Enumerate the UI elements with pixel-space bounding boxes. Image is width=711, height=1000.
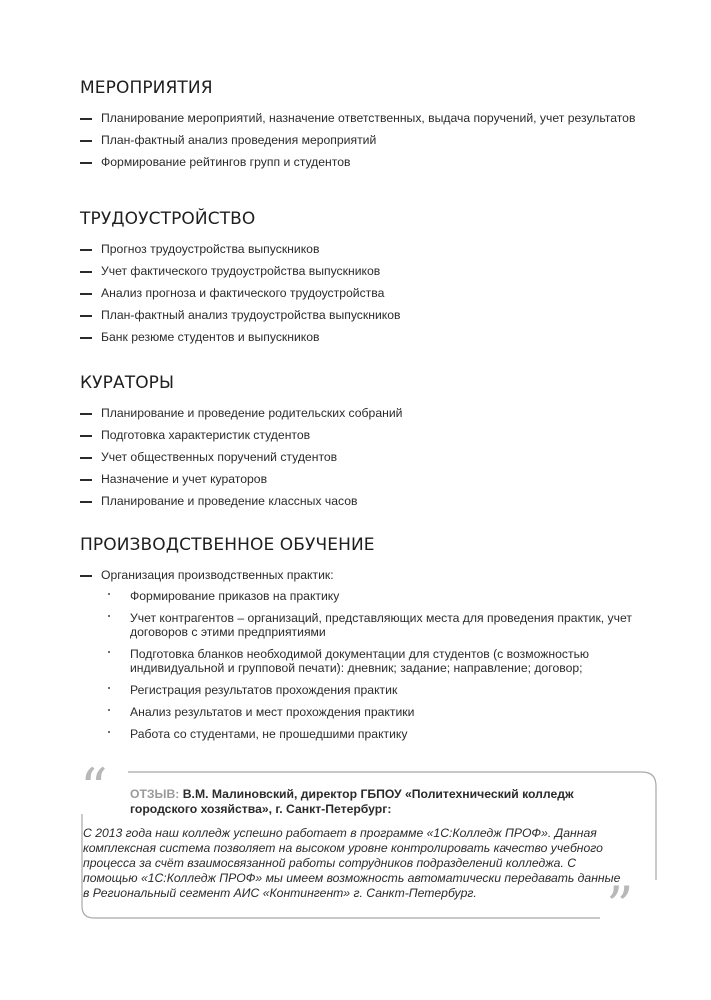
- review-text: С 2013 года наш колледж успешно работает в программе «1С:Колледж ПРОФ». Данная комплексная система позволяет на высоком уровне контролировать качество учебного процесса за счёт взаимосвязанной работы сотрудников подразделений колледжа. С помощью «1С:Колледж ПРОФ» мы имеем возможность автоматически передавать данные в Региональный сегмент АИС «Контингент» г. Санкт-Петербург.: [83, 826, 621, 900]
- list-item: [80, 472, 660, 486]
- item-list: [80, 406, 660, 508]
- section-title: ПРОИЗВОДСТВЕННОЕ ОБУЧЕНИЕ: [80, 535, 375, 555]
- dot-bullet-icon: [108, 651, 110, 653]
- subitem-text: Учет контрагентов – организаций, представляющих места для проведения практик, учет договоров с этими предприятиями: [130, 611, 632, 639]
- item-text: Учет фактического трудоустройства выпускников: [101, 264, 381, 278]
- list-item: [80, 242, 660, 256]
- item-text: План-фактный анализ трудоустройства выпускников: [101, 308, 401, 322]
- item-text: Назначение и учет кураторов: [101, 472, 268, 486]
- list-item: [80, 330, 660, 344]
- review-heading: [130, 787, 630, 817]
- list-item: [80, 450, 660, 464]
- list-item: [80, 286, 660, 300]
- list-item: [80, 568, 660, 741]
- subitem-list: [101, 589, 660, 741]
- sub-list-item: [101, 683, 660, 697]
- sub-list-item: [101, 611, 660, 639]
- item-text: Планирование и проведение классных часов: [101, 494, 358, 508]
- dot-bullet-icon: [108, 615, 110, 617]
- list-item: [80, 111, 660, 125]
- list-item: [80, 406, 660, 420]
- sub-list-item: [101, 705, 660, 719]
- review-box: [80, 757, 660, 938]
- review-author: В.М. Малиновский, директор ГБПОУ «Политехнический колледж городского хозяйства», г. Санкт-Петербург:: [130, 787, 574, 816]
- section-title: КУРАТОРЫ: [80, 373, 175, 393]
- subitem-text: Анализ результатов и мест прохождения практики: [130, 705, 415, 719]
- section-title: МЕРОПРИЯТИЯ: [80, 78, 213, 98]
- list-item: [80, 308, 660, 322]
- review-label: ОТЗЫВ:: [130, 787, 180, 801]
- dot-bullet-icon: [108, 731, 110, 733]
- list-item: [80, 494, 660, 508]
- item-text: Организация производственных практик:: [101, 568, 334, 582]
- dot-bullet-icon: [108, 687, 110, 689]
- dot-bullet-icon: [108, 709, 110, 711]
- open-quote-icon: “: [80, 757, 108, 820]
- subitem-text: Регистрация результатов прохождения практик: [130, 683, 398, 697]
- subitem-text: Подготовка бланков необходимой документации для студентов (с возможностью индивидуальной и групповой печати): дневник; задание; направление; договор;: [130, 647, 590, 675]
- item-text: Планирование мероприятий, назначение ответственных, выдача поручений, учет результатов: [101, 111, 636, 125]
- item-text: Планирование и проведение родительских собраний: [101, 406, 403, 420]
- list-item: [80, 155, 660, 169]
- section-events: [80, 78, 660, 177]
- section-industrial-training: [80, 535, 660, 749]
- item-list: [80, 242, 660, 344]
- item-text: Подготовка характеристик студентов: [101, 428, 311, 442]
- section-title: ТРУДОУСТРОЙСТВО: [80, 209, 256, 229]
- sub-list-item: [101, 727, 660, 741]
- section-employment: [80, 209, 660, 352]
- item-text: Банк резюме студентов и выпускников: [101, 330, 320, 344]
- subitem-text: Формирование приказов на практику: [130, 589, 340, 603]
- list-item: [80, 133, 660, 147]
- subitem-text: Работа со студентами, не прошедшими практику: [130, 727, 408, 741]
- item-text: Прогноз трудоустройства выпускников: [101, 242, 320, 256]
- item-list: [80, 568, 660, 741]
- item-text: Анализ прогноза и фактического трудоустройства: [101, 286, 385, 300]
- list-item: [80, 428, 660, 442]
- section-curators: [80, 373, 660, 516]
- list-item: [80, 264, 660, 278]
- dot-bullet-icon: [108, 593, 110, 595]
- close-quote-icon: ”: [606, 875, 634, 938]
- item-text: Формирование рейтингов групп и студентов: [101, 155, 351, 169]
- item-text: Учет общественных поручений студентов: [101, 450, 338, 464]
- item-text: План-фактный анализ проведения мероприятий: [101, 133, 377, 147]
- item-list: [80, 111, 660, 169]
- sub-list-item: [101, 589, 660, 603]
- sub-list-item: [101, 647, 660, 675]
